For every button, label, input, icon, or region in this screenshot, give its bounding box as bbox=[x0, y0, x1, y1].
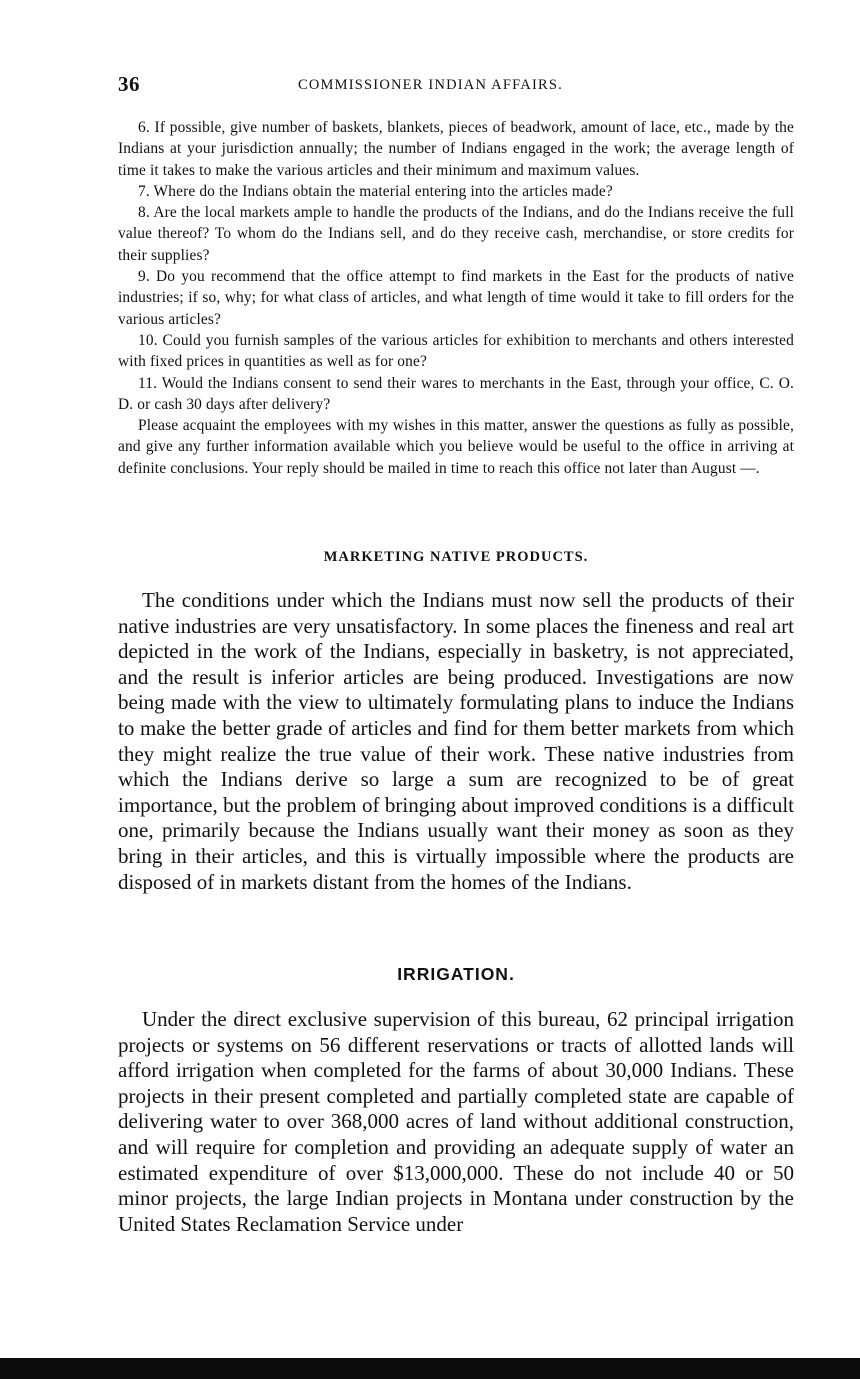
page-number: 36 bbox=[118, 72, 140, 96]
marketing-paragraph: The conditions under which the Indians must now sell the products of their native industries are very unsatisfactory. In some places the fineness and real art depicted in the work of the Indians, especially in basketry, is not appreciated, and the result is inferior articles are being produced. Investigations are now being made with the view to ultimately formulating plans to induce the Indians to make the better grade of articles and find for them better markets from which they might realize the true value of their work. These native industries from which the Indians derive so large a sum are recognized to be of great importance, but the problem of bringing about improved conditions is a difficult one, primarily because the Indians usually want their money as soon as they bring in their articles, and this is virtually impossible where the products are disposed of in markets distant from the homes of the Indians. bbox=[118, 588, 794, 894]
section-body-marketing bbox=[118, 588, 794, 895]
question-item: 9. Do you recommend that the office attempt to find markets in the East for the products of native industries; if so, why; for what class of articles, and what length of time would it take to fill orders for the various articles? bbox=[118, 268, 794, 328]
scan-edge-bar bbox=[0, 1358, 860, 1379]
section-heading-marketing: MARKETING NATIVE PRODUCTS. bbox=[323, 549, 589, 565]
page-header bbox=[118, 72, 798, 100]
question-item: 11. Would the Indians consent to send their wares to merchants in the East, through your office, C. O. D. or cash 30 days after delivery? bbox=[118, 374, 794, 413]
question-item: 10. Could you furnish samples of the various articles for exhibition to merchants and others interested with fixed prices in quantities as well as for one? bbox=[118, 331, 794, 371]
section-heading-irrigation: IRRIGATION. bbox=[397, 964, 515, 984]
closing-instructions: Please acquaint the employees with my wishes in this matter, answer the questions as fully as possible, and give any further information available which you believe would be useful to the office in arriving at definite conclusions. Your reply should be mailed in time to reach this office not later than August —. bbox=[118, 417, 794, 477]
question-item: 7. Where do the Indians obtain the material entering into the articles made? bbox=[138, 182, 613, 200]
questionnaire-list bbox=[118, 117, 794, 479]
running-head: COMMISSIONER INDIAN AFFAIRS. bbox=[298, 77, 563, 93]
question-item: 8. Are the local markets ample to handle the products of the Indians, and do the Indians receive the full value thereof? To whom do the Indians sell, and do they receive cash, merchandise, or store credits for their supplies? bbox=[118, 204, 794, 264]
question-item: 6. If possible, give number of baskets, blankets, pieces of beadwork, amount of lace, etc., made by the Indians at your jurisdiction annually; the number of Indians engaged in the work; the average length of time it takes to make the various articles and their minimum and maximum values. bbox=[118, 119, 794, 179]
irrigation-paragraph: Under the direct exclusive supervision of this bureau, 62 principal irrigation projects or systems on 56 different reservations or tracts of allotted lands will afford irrigation when completed for the farms of about 30,000 Indians. These projects in their present completed and partially completed state are capable of delivering water to over 368,000 acres of land without additional construction, and will require for completion and providing an adequate supply of water an estimated expenditure of over $13,000,000. These do not include 40 or 50 minor projects, the large Indian projects in Montana under construction by the United States Reclamation Service under bbox=[118, 1007, 794, 1236]
section-body-irrigation bbox=[118, 1007, 794, 1237]
